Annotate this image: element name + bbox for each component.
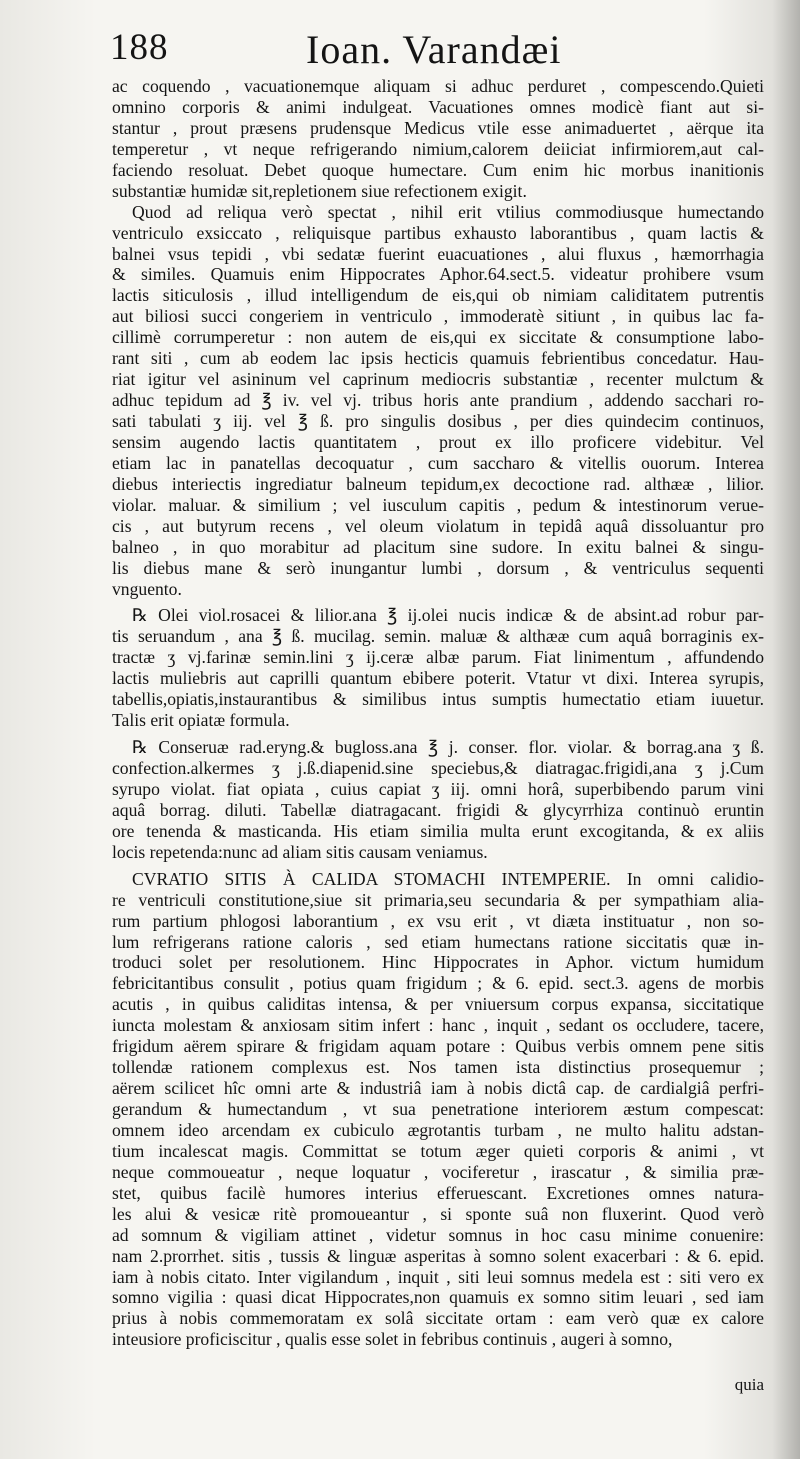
page-header (110, 26, 770, 82)
text-line: temperetur , vt neque refrigerando nimium,calorem deiiciat infirmiorem,aut cal- (112, 138, 764, 159)
text-line: lactis siticulosis , illud intelligendum de eis,qui ob nimiam caliditatem putrentis (112, 285, 764, 306)
text-line: ventriculo exsiccato , reliquisque partibus exhausto laborantibus , quam lactis & (112, 222, 764, 243)
text-line: tabellis,opiatis,instaurantibus & similibus intus sumptis humectatio etiam iuuetur. (112, 689, 764, 710)
text-line: rant siti , cum ab eodem lac ipsis hecticis quamuis febrientibus concedatur. Hau- (112, 348, 764, 369)
body-text (112, 76, 764, 1350)
text-line: lactis muliebris aut caprilli quantum ebibere poterit. Vtatur vt dixi. Interea syrupis, (112, 668, 764, 689)
text-line: locis repetenda:nunc ad aliam sitis causam veniamus. (112, 841, 488, 862)
text-line: ad somnum & vigiliam attinet , videtur somnus in hoc casu minime conuenire: (112, 1224, 764, 1245)
text-line: omnem ideo arcendam ex cubiculo ægrotantis turbam , ne multo halitu adstan- (112, 1119, 764, 1140)
text-line: gerandum & humectandum , vt sua penetratione interiorem æstum compescat: (112, 1099, 764, 1119)
paragraph (112, 869, 764, 1351)
text-line: sati tabulati ʒ iij. vel ℥ ß. pro singulis dosibus , per dies quindecim continuos, (112, 411, 764, 431)
text-line: tractæ ʒ vj.farinæ semin.lini ʒ ij.ceræ albæ parum. Fiat linimentum , affundendo (112, 647, 764, 668)
text-line: febricitantibus consulit , potius quam frigidum ; & 6. epid. sect.3. agens de morbis (112, 973, 764, 994)
text-line: violar. maluar. & similium ; vel iusculum capitis , pedum & intestinorum verue- (112, 494, 764, 515)
page-edge-shadow (772, 0, 800, 1459)
text-line: rum partium phlogosi laborantium , ex vsu erit , vt diæta instituatur , non so- (112, 910, 764, 931)
text-line: diebus interiectis ingrediatur balneum tepidum,ex decoctione rad. althææ , lilior. (112, 473, 764, 494)
text-line: aërem scilicet hîc omni arte & industriâ iam à nobis dictâ cap. de cardialgiâ perfri- (112, 1078, 764, 1099)
text-line: lum refrigerans ratione caloris , sed etiam humectans ratione siccitatis quæ in- (112, 931, 764, 952)
text-line: etiam lac in panatellas decoquatur , cum saccharo & vitellis ouorum. Interea (112, 452, 764, 473)
text-line: nam 2.prorrhet. sitis , tussis & linguæ asperitas à somno solent exacerbari : & 6. epid. (112, 1245, 764, 1266)
text-line: sensim augendo lactis quantitatem , prout ex illo proficere videbitur. Vel (112, 431, 764, 452)
text-line: confection.alkermes ʒ j.ß.diapenid.sine speciebus,& diatragac.frigidi,ana ʒ j.Cum (112, 758, 764, 778)
text-line: balnei vsus tepidi , vbi sedatæ fuerint euacuationes , alui fluxus , hæmorrhagia (112, 243, 764, 264)
text-line: troduci solet per resolutionem. Hinc Hippocrates in Aphor. victum humidum (112, 952, 764, 973)
text-line: ℞ Olei viol.rosacei & lilior.ana ℥ ij.olei nucis indicæ & de absint.ad robur par- (132, 605, 764, 626)
text-line: balneo , in quo morabitur ad placitum sine sudore. In exitu balnei & singu- (112, 536, 764, 557)
text-line: cis , aut butyrum recens , vel oleum violatum in tepidâ aquâ dissoluantur pro (112, 515, 764, 536)
text-line: acutis , in quibus caliditas intensa, & per vniuersum corpus expansa, siccitatique (112, 994, 764, 1015)
text-line: omnino corporis & animi indulgeat. Vacuationes omnes modicè fiant aut si- (112, 96, 764, 117)
text-line: lis diebus mane & serò inungantur lumbi , dorsum , & ventriculus sequenti (112, 557, 764, 578)
paragraph (112, 76, 764, 202)
text-line: vnguento. (112, 578, 182, 599)
text-line: inteusiore proficiscitur , qualis esse solet in febribus continuis , augeri à somno, (112, 1329, 673, 1350)
text-line: ac coquendo , vacuationemque aliquam si adhuc perduret , compescendo.Quieti (112, 76, 764, 96)
text-line: re ventriculi constitutione,siue sit primaria,seu secundaria & per sympathiam alia- (112, 889, 764, 910)
text-line: les alui & vesicæ ritè promoueantur , si sponte suâ non fluxerint. Quod verò (112, 1203, 764, 1224)
paragraph (112, 737, 764, 863)
text-line: aut biliosi succi congeriem in ventriculo , immoderatè sitiunt , in quibus lac fa- (112, 306, 764, 327)
text-line: prius à nobis commemoratam ex solâ siccitate ortam : eam verò quæ ex calore (112, 1308, 764, 1329)
text-line: ℞ Conseruæ rad.eryng.& bugloss.ana ℥ j. conser. flor. violar. & borrag.ana ʒ ß. (132, 737, 764, 758)
text-line: Quod ad reliqua verò spectat , nihil erit vtilius commodiusque humectando (132, 201, 764, 222)
text-line: cillimè corrumperetur : non autem de eis,qui ex siccitate & consumptione labo- (112, 327, 764, 348)
text-line: stantur , prout præsens prudensque Medicus vtile esse animaduertet , aërque ita (112, 117, 764, 138)
text-line: & similes. Quamuis enim Hippocrates Aphor.64.sect.5. videatur prohibere vsum (112, 264, 764, 285)
text-line: neque commoueatur , neque loquatur , vociferetur , irascatur , & similia præ- (112, 1161, 764, 1182)
text-line: syrupo violat. fiat opiata , cuius capiat ʒ iij. omni horâ, superbibendo parum vini (112, 778, 764, 799)
text-line: frigidum aërem spirare & frigidam aquam potare : Quibus verbis omnem pene sitis (112, 1036, 764, 1057)
text-line: tis seruandum , ana ℥ ß. mucilag. semin. maluæ & althææ cum aquâ borraginis ex- (112, 626, 764, 647)
text-line: adhuc tepidum ad ℥ iv. vel vj. tribus horis ante prandium , addendo sacchari ro- (112, 390, 764, 411)
paragraph (112, 605, 764, 731)
text-line: aquâ borrag. diluti. Tabellæ diatragacant. frigidi & glycyrrhiza continuò eruntin (112, 799, 764, 820)
text-line: iuncta molestam & anxiosam sitim infert : hanc , inquit , sedant os occludere, tacere, (112, 1015, 764, 1036)
page-number: 188 (110, 27, 169, 68)
text-line: tium incalescat magis. Committat se totum æger quieti corporis & animi , vt (112, 1140, 764, 1161)
running-head: Ioan. Varandæi (306, 27, 562, 72)
paragraph (112, 202, 764, 600)
text-line: faciendo resoluat. Debet quoque humectare. Cum enim hic morbus inanitionis (112, 159, 764, 180)
text-line: stet, quibus facilè humores interius efferuescant. Excretiones omnes natura- (112, 1182, 764, 1203)
text-line: ore tenenda & masticanda. His etiam similia multa erunt excogitanda, & ex aliis (112, 820, 764, 841)
text-line: riat igitur vel asininum vel caprinum mediocris substantiæ , recenter mulctum & (112, 369, 764, 390)
text-line: Talis erit opiatæ formula. (112, 710, 290, 731)
text-line: substantiæ humidæ sit,repletionem siue refectionem exigit. (112, 180, 527, 201)
catchword: quia (734, 1375, 764, 1394)
text-line: CVRATIO SITIS À CALIDA STOMACHI INTEMPERIE. In omni calidio- (132, 868, 764, 889)
text-line: iam à nobis citato. Inter vigilandum , inquit , siti leui somnus medela est : siti vero ex (112, 1266, 764, 1287)
text-line: tollendæ rationem complexus est. Nos tamen ista distinctius prosequemur ; (112, 1057, 764, 1078)
text-line: somno vigilia : quasi dicat Hippocrates,non quamuis ex somno sitim leuari , sed iam (112, 1287, 764, 1308)
